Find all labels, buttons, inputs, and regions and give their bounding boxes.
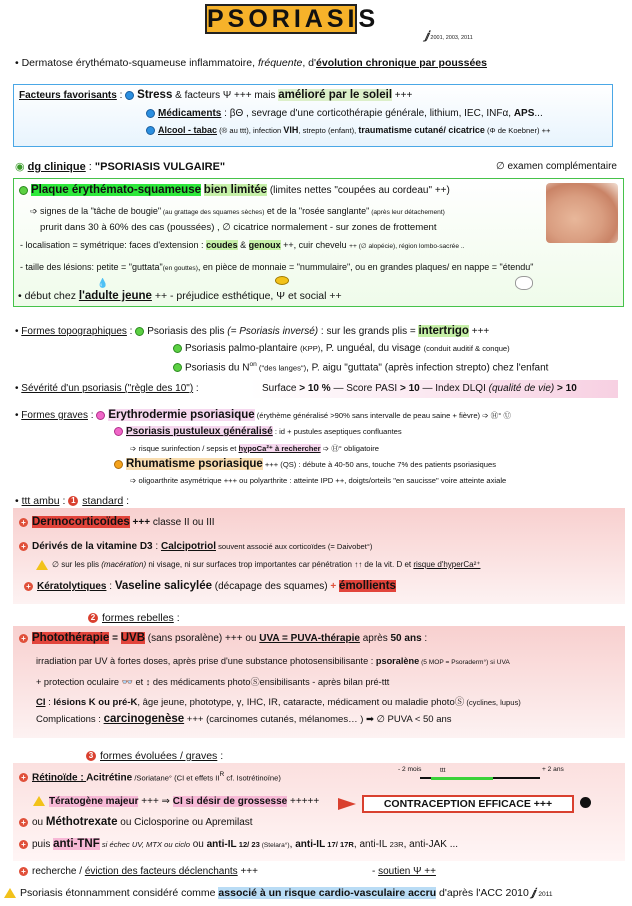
- topo-line-3: Psoriasis du $N^{on}$ ("des langes"), P. aigu "guttata" (après infection strepto) chez l'enfant: [173, 361, 548, 373]
- bullet-icon: [125, 91, 134, 100]
- bullet-icon: [173, 344, 182, 353]
- contraception-box: CONTRACEPTION EFFICACE +++: [362, 795, 574, 813]
- rebelles-header: 2 formes rebelles :: [88, 612, 180, 624]
- rebelles-r3: + protection oculaire 👓 et ↕ des médicaments photoⓈensibilisants - après bilan pré-ttt: [36, 677, 390, 687]
- prurit-line: prurit dans 30 à 60% des cas (poussées) , ∅ cicatrice normalement - sur zones de frottement: [40, 222, 437, 233]
- severite-values: Surface > 10 % — Score PASI > 10 — Index DLQI (qualité de vie) > 10: [262, 383, 577, 394]
- drop-icon: 💧: [97, 278, 109, 288]
- bullet-icon: [19, 186, 28, 195]
- facteurs-line-1: Facteurs favorisants : Stress & facteurs Ψ +++ mais amélioré par le soleil +++: [19, 89, 413, 101]
- plus-icon: +: [19, 818, 28, 827]
- timeline-label-start: - 2 mois: [398, 766, 422, 773]
- evoluees-e4: + puis anti-TNF si échec UV, MTX ou ciclo ou anti-IL 12/ 23 (Stelara°), anti-IL 17/ 17R, anti-IL 23R, anti-JAK ...: [19, 838, 458, 850]
- bullet-icon: [96, 411, 105, 420]
- graves-line-4: Rhumatisme psoriasique +++ (QS) : débute à 40-50 ans, touche 7% des patients psoriasiques: [114, 458, 496, 470]
- arrow-right-icon: [338, 798, 356, 810]
- footer-note: Psoriasis étonnamment considéré comme associé à un risque cardio-vasculaire accru d'après l'ACC 2010 ⅉ 2011: [4, 887, 553, 899]
- intro-line: • Dermatose érythémato-squameuse inflammatoire, fréquente, d'évolution chronique par poussées: [15, 57, 487, 69]
- ttt-header: • ttt ambu : 1 standard :: [15, 495, 130, 507]
- taille-line: - taille des lésions: petite = "guttata"(en gouttes), en pièce de monnaie = "nummulaire", ou en grandes plaques/ en nappe = "étendu": [20, 262, 534, 272]
- topo-line-2: Psoriasis palmo-plantaire (KPP), P. unguéal, du visage (conduit auditif & conque): [173, 343, 510, 354]
- plus-icon: +: [19, 840, 28, 849]
- evoluees-e1: + Rétinoïde : Acitrétine /Soriatane° (CI et effets $II^R$ cf. Isotrétinoïne): [19, 771, 281, 783]
- plus-icon: +: [24, 582, 33, 591]
- plus-icon: +: [19, 634, 28, 643]
- plus-icon: +: [19, 518, 28, 527]
- neck-photo: [546, 183, 618, 243]
- plus-icon: +: [19, 867, 28, 876]
- soutien-line: - soutien Ψ ++: [372, 866, 436, 877]
- bomb-icon: [580, 797, 591, 808]
- cloud-icon: [515, 276, 533, 290]
- facteurs-line-2: Médicaments : βΘ , sevrage d'une corticothérapie générale, lithium, IEC, INFα, APS...: [146, 108, 543, 119]
- ttt-d3: ∅ sur les plis (macération) ni visage, ni sur surfaces trop importantes car pénétration ↑↑ de la vit. D et risque d'hyperCa²⁺: [36, 560, 480, 570]
- glasses-icon: 👓: [121, 677, 133, 687]
- evoluees-e3: + ou Méthotrexate ou Ciclosporine ou Apremilast: [19, 816, 253, 828]
- plus-icon: +: [19, 542, 28, 551]
- bullet-icon: [135, 327, 144, 336]
- rebelles-r5: Complications : carcinogenèse +++ (carcinomes cutanés, mélanomes… ) ➡ ∅ PUVA < 50 ans: [36, 713, 452, 725]
- plus-icon: +: [330, 581, 337, 592]
- plaque-line: Plaque érythémato-squameuse bien limitée (limites nettes "coupées au cordeau" ++): [19, 184, 450, 196]
- bullet-icon: [173, 363, 182, 372]
- no-exam-note: ∅ examen complémentaire: [496, 161, 617, 172]
- bullet-icon: [146, 109, 155, 118]
- ttt-d1: + Dermocorticoïdes +++ classe II ou III: [19, 516, 215, 528]
- bullet-icon: [146, 126, 155, 135]
- ttt-d4: + Kératolytiques : Vaseline salicylée (décapage des squames) + émollients: [24, 580, 396, 592]
- revision-dates: ⅉ 2001, 2003, 2011: [425, 30, 473, 42]
- clinique-header: ◉ dg clinique : "PSORIASIS VULGAIRE": [15, 161, 226, 173]
- localisation-line: - localisation = symétrique: faces d'extension : coudes & genoux ++, cuir chevelu ++ (∅ alopécie), région lombo-sacrée ..: [20, 240, 465, 250]
- rebelles-r2: irradiation par UV à fortes doses, après prise d'une substance photosensibilisante : psoralène (5 MOP = Psoraderm°) si UVA: [36, 656, 510, 666]
- timeline-label-ttt: ttt: [440, 767, 446, 774]
- coin-icon: [275, 276, 289, 285]
- debut-line: • début chez l'adulte jeune ++ - préjudice esthétique, Ψ et social ++: [18, 290, 342, 302]
- severite-label: • Sévérité d'un psoriasis ("règle des 10") :: [15, 383, 199, 394]
- plus-icon: +: [19, 773, 28, 782]
- ttt-d2: + Dérivés de la vitamine D3 : Calcipotriol souvent associé aux corticoïdes (= Daivobet°): [19, 541, 372, 552]
- bullet-icon: [114, 460, 123, 469]
- graves-line-1: • Formes graves : Erythrodermie psoriasique (érythème généralisé >90% sans intervalle de peau saine + fièvre) ➩ Ⓗ° Ⓤ: [15, 409, 511, 421]
- evoluees-e2: Tératogène majeur +++ ⇒ CI si désir de grossesse +++++: [33, 796, 319, 807]
- page-title: PSORIASIS: [207, 5, 380, 33]
- graves-line-5: ➩ oligoarthrite asymétrique +++ ou polyarthrite : atteinte IPD ++, doigts/orteils "en saucisse" voire atteinte axiale: [130, 476, 507, 485]
- warning-icon: [36, 560, 48, 570]
- timeline-ttt-bar: [431, 777, 493, 780]
- bullet-icon: [114, 427, 123, 436]
- graves-line-3: ➩ risque surinfection / sepsis et hypoCa²⁺ à rechercher ➩ Ⓗ° obligatoire: [130, 444, 379, 453]
- rebelles-r1: + Photothérapie = UVB (sans psoralène) +++ ou UVA = PUVA-thérapie après 50 ans :: [19, 632, 427, 644]
- warning-icon: [33, 796, 45, 806]
- warning-icon: [4, 888, 16, 898]
- signes-line: ➩ signes de la "tâche de bougie" (au grattage des squames sèches) et de la "rosée sanglante" (après leur détachement): [30, 206, 445, 216]
- graves-line-2: Psoriasis pustuleux généralisé : id + pustules aseptiques confluantes: [114, 426, 402, 437]
- facteurs-line-3: Alcool - tabac (® au ttt), infection VIH, strepto (enfant), traumatisme cutané/ cicatrice (Φ de Koebner) ++: [146, 125, 551, 135]
- rebelles-r4: CI : lésions K ou pré-K, âge jeune, phototype, γ, IHC, IR, cataracte, médicament ou maladie photoⓈ (cyclines, lupus): [36, 697, 521, 708]
- evoluees-header: 3 formes évoluées / graves :: [86, 750, 223, 762]
- radio-icon: ◉: [15, 161, 25, 173]
- timeline-label-end: + 2 ans: [542, 766, 564, 773]
- recherche-line: + recherche / éviction des facteurs déclenchants +++: [19, 866, 258, 877]
- topo-line-1: • Formes topographiques : Psoriasis des plis (= Psoriasis inversé) : sur les grands plis = intertrigo +++: [15, 325, 490, 337]
